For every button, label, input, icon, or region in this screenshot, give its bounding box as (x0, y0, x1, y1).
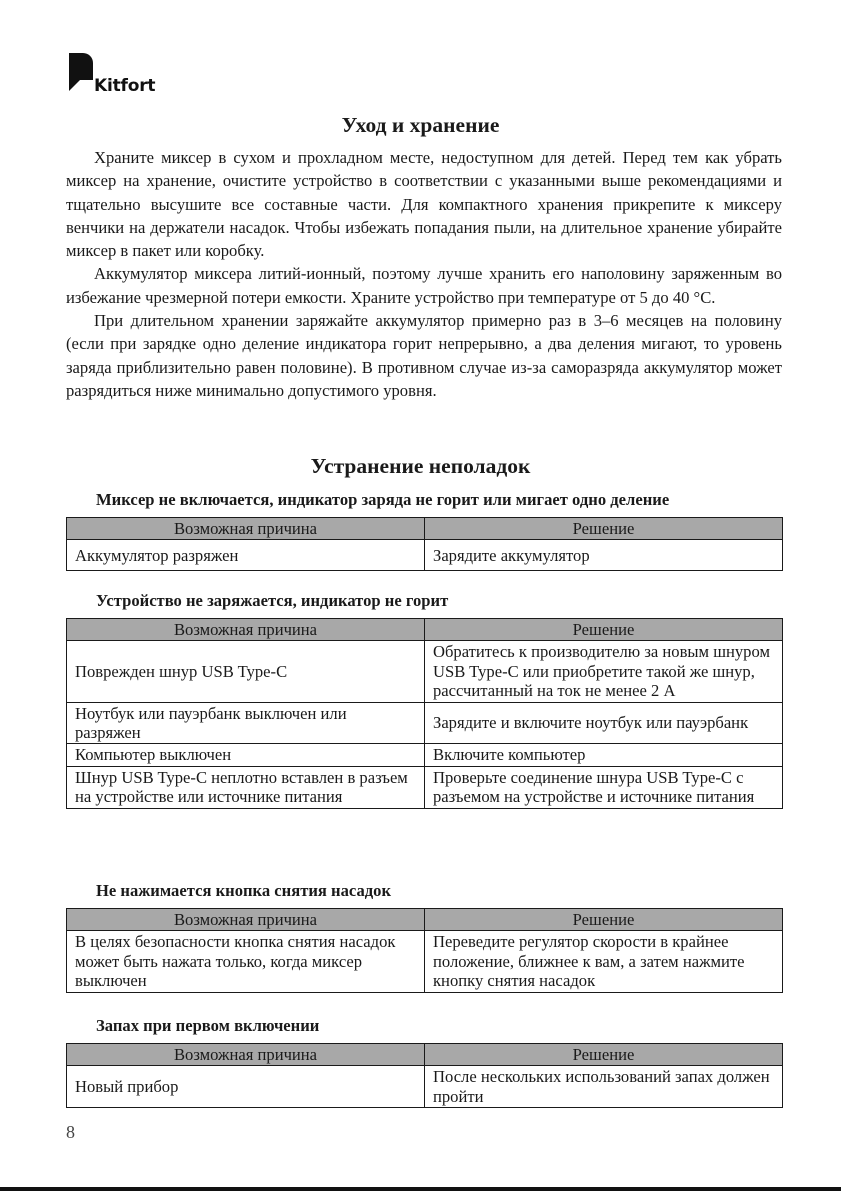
cause-cell: Компьютер выключен (67, 744, 425, 766)
problem-title: Не нажимается кнопка снятия насадок (96, 881, 392, 900)
table-header-row (67, 1044, 783, 1066)
table-row (67, 744, 783, 766)
table-header-row (67, 619, 783, 641)
cause-column-header: Возможная причина (67, 619, 425, 641)
solution-column-header: Решение (425, 1044, 783, 1066)
care-paragraph: Аккумулятор миксера литий-ионный, поэтому лучше хранить его наполовину заряженным во избежание чрезмерной потери емкости. Храните устройство при температуре от 5 до 40 °С. (66, 264, 782, 307)
cause-cell: Шнур USB Type-C неплотно вставлен в разъем на устройстве или источнике питания (67, 766, 425, 808)
troubleshooting-table (66, 908, 783, 993)
care-title: Уход и хранение (341, 113, 500, 137)
table-row (67, 766, 783, 808)
table-row (67, 702, 783, 744)
care-paragraph: При длительном хранении заряжайте аккумулятор примерно раз в 3–6 месяцев на половину (если при зарядке одно деление индикатора горит непрерывно, а два деления мигают, то уровень заряда приблизительно равен половине). В противном случае из-за саморазряда аккумулятор может разрядиться ниже минимально допустимого уровня. (66, 311, 782, 400)
solution-cell: Зарядите и включите ноутбук или пауэрбанк (425, 702, 783, 744)
table-row (67, 540, 783, 571)
cause-column-header: Возможная причина (67, 909, 425, 931)
solution-cell: Включите компьютер (425, 744, 783, 766)
solution-column-header: Решение (425, 518, 783, 540)
cause-cell: В целях безопасности кнопка снятия насадок может быть нажата только, когда миксер выключен (67, 931, 425, 992)
cause-cell: Ноутбук или пауэрбанк выключен или разряжен (67, 702, 425, 744)
cause-column-header: Возможная причина (67, 518, 425, 540)
solution-column-header: Решение (425, 619, 783, 641)
troubleshooting-table (66, 618, 783, 809)
table-row (67, 1066, 783, 1108)
cause-column-header: Возможная причина (67, 1044, 425, 1066)
brand-name: Kitfort (94, 76, 156, 96)
care-paragraph: Храните миксер в сухом и прохладном месте, недоступном для детей. Перед тем как убрать миксер на хранение, очистите устройство в соответствии с указанными выше рекомендациями и тщательно высушите все составные части. Для компактного хранения прикрепите к миксеру венчики на держатели насадок. Чтобы избежать попадания пыли, на длительное хранение убирайте миксер в пакет или коробку. (66, 148, 782, 261)
page-number: 8 (66, 1122, 75, 1142)
bottom-rule (0, 1187, 841, 1191)
troubleshooting-table (66, 1043, 783, 1108)
table-header-row (67, 909, 783, 931)
table-row (67, 641, 783, 702)
cause-cell: Поврежден шнур USB Type-C (67, 641, 425, 702)
table-header-row (67, 518, 783, 540)
cause-cell: Аккумулятор разряжен (67, 540, 425, 571)
troubleshooting-table (66, 517, 783, 571)
solution-column-header: Решение (425, 909, 783, 931)
solution-cell: Переведите регулятор скорости в крайнее положение, ближнее к вам, а затем нажмите кнопку снятия насадок (425, 931, 783, 992)
troubleshooting-title: Устранение неполадок (310, 454, 531, 478)
cause-cell: Новый прибор (67, 1066, 425, 1108)
logo-mark-icon (66, 50, 96, 94)
problem-title: Устройство не заряжается, индикатор не горит (96, 591, 449, 610)
solution-cell: Проверьте соединение шнура USB Type-C с разъемом на устройстве и источнике питания (425, 766, 783, 808)
solution-cell: Зарядите аккумулятор (425, 540, 783, 571)
solution-cell: После нескольких использований запах должен пройти (425, 1066, 783, 1108)
problem-title: Миксер не включается, индикатор заряда не горит или мигает одно деление (96, 490, 670, 509)
kitfort-logo (66, 50, 166, 98)
care-text (66, 146, 782, 402)
problem-title: Запах при первом включении (96, 1016, 320, 1035)
solution-cell: Обратитесь к производителю за новым шнуром USB Type-C или приобретите такой же шнур, рассчитанный на ток не менее 2 А (425, 641, 783, 702)
table-row (67, 931, 783, 992)
